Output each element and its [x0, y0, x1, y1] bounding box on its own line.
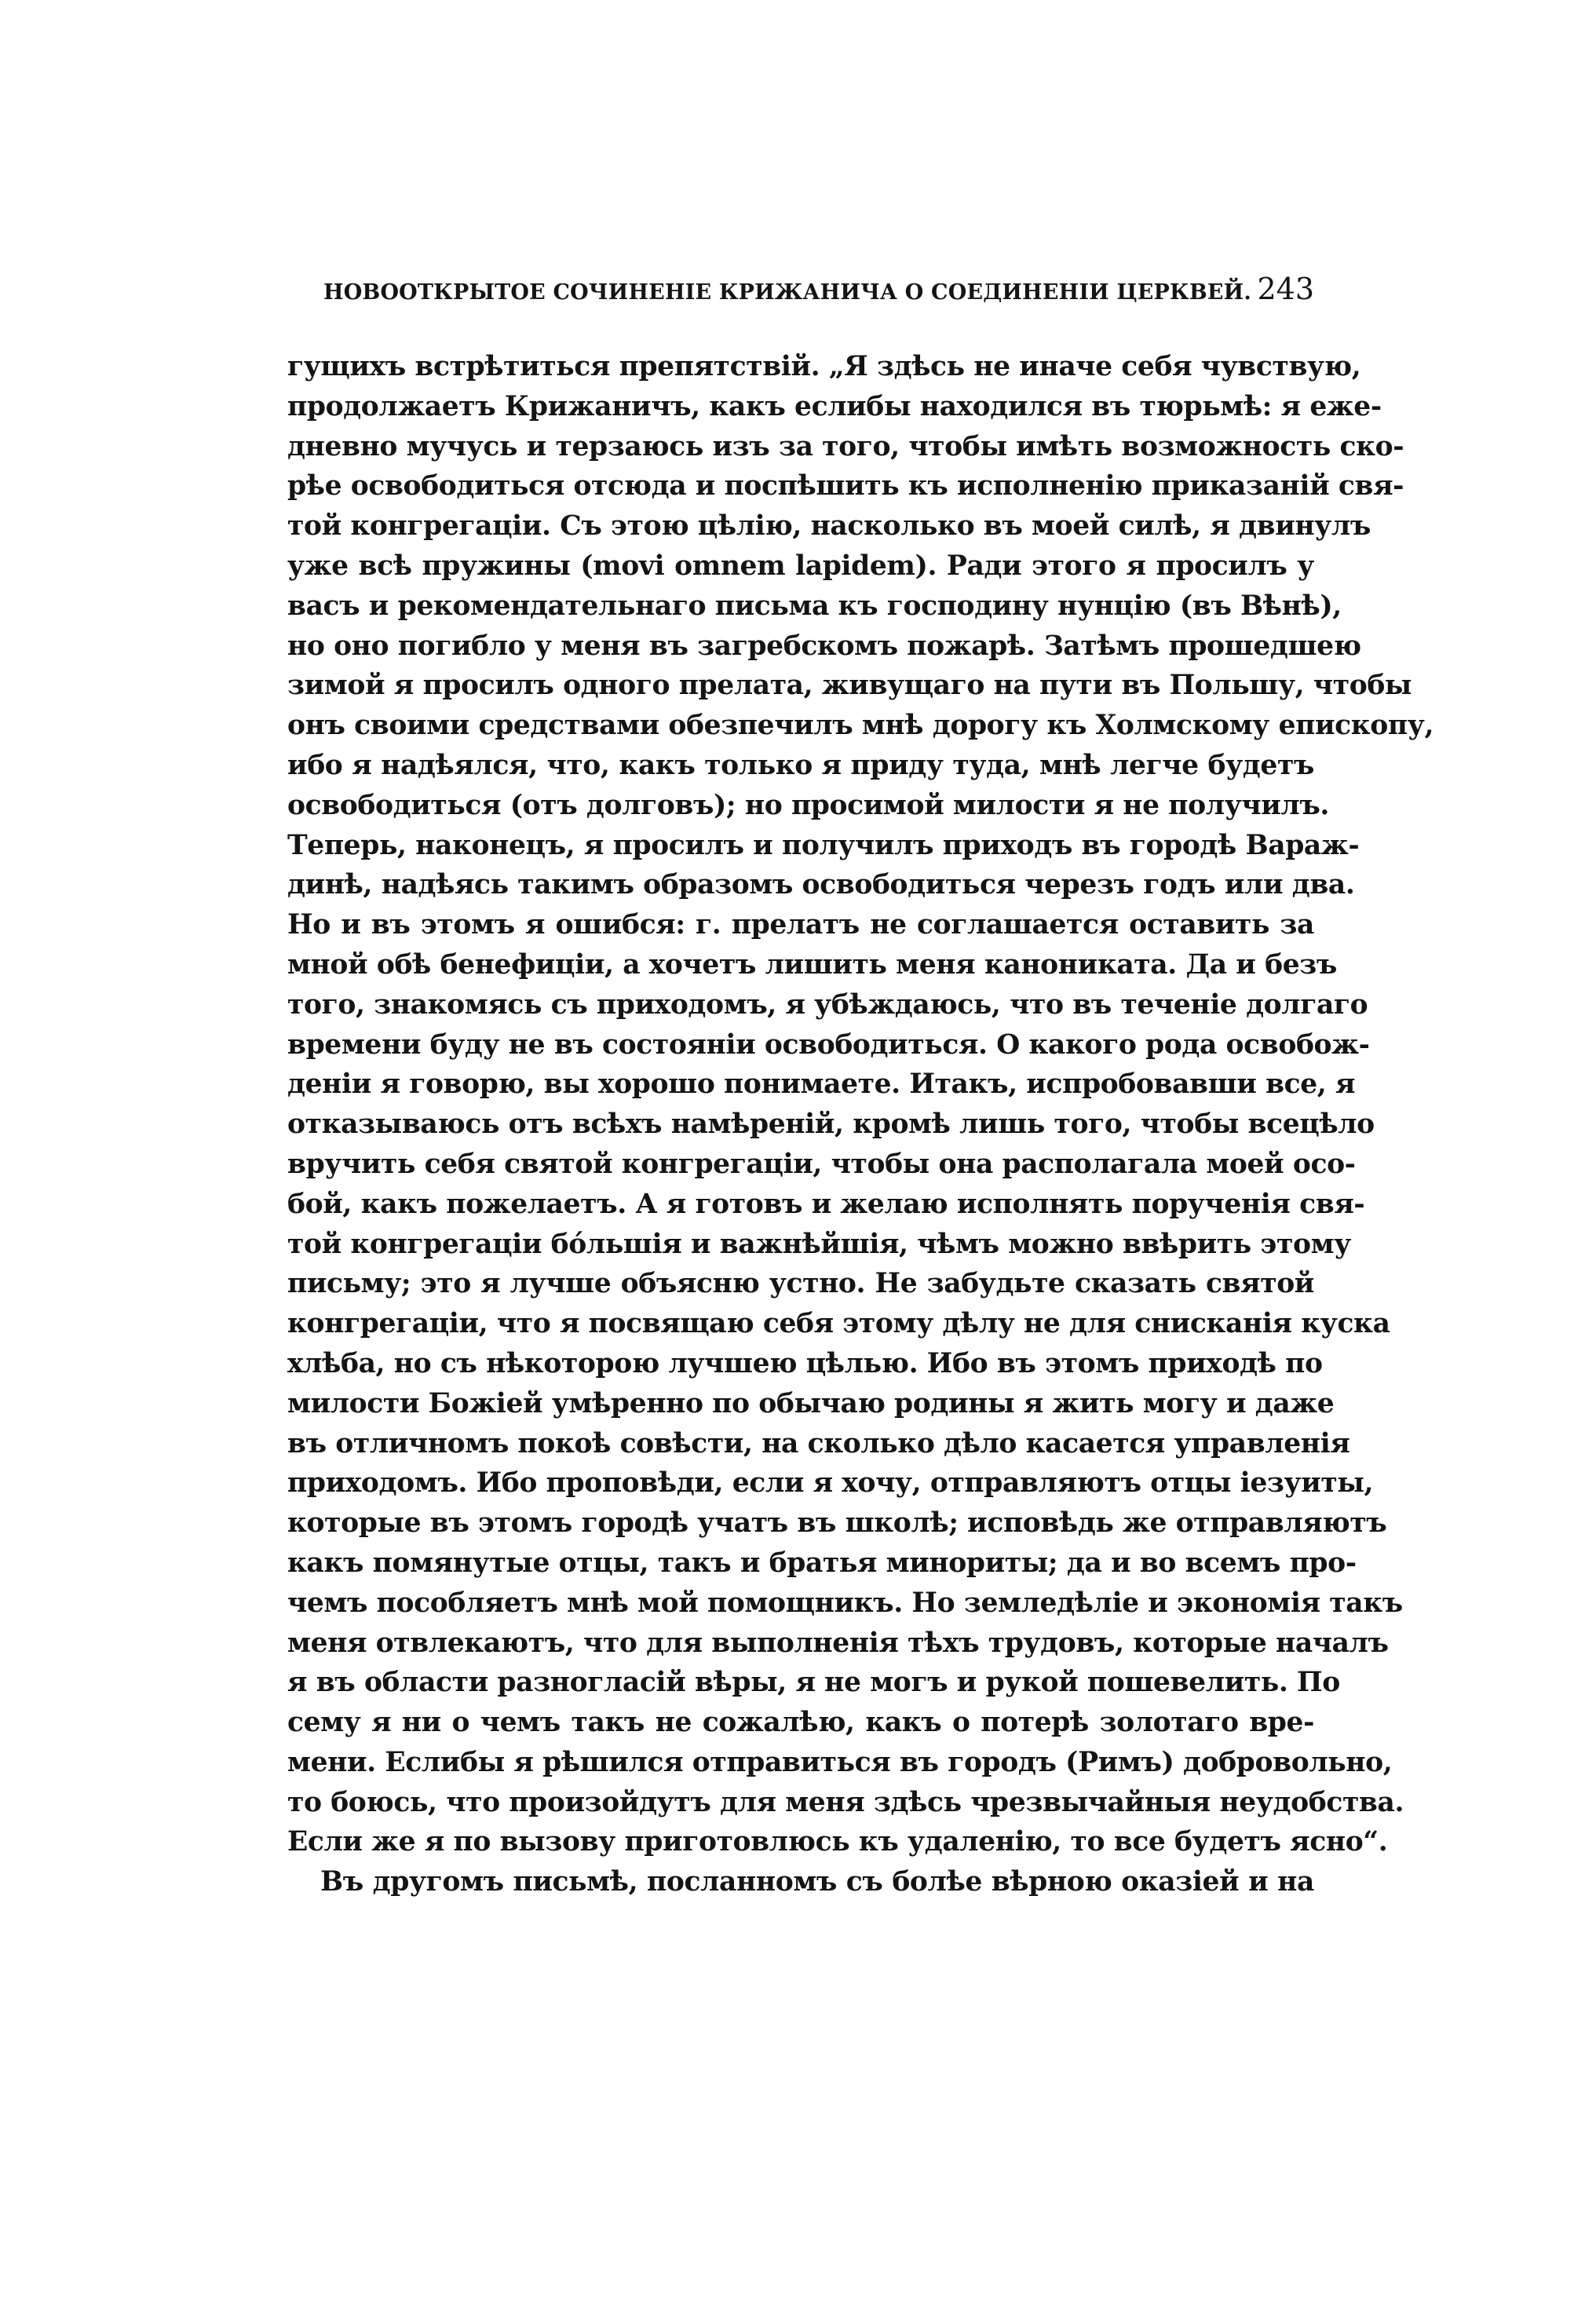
text-line: того, знакомясь съ приходомъ, я убѣждаюсь, что въ теченіе долгаго — [287, 988, 1368, 1021]
text-line: рѣе освободиться отсюда и поспѣшить къ исполненію приказаній свя- — [287, 470, 1404, 502]
text-line: хлѣба, но съ нѣкоторою лучшею цѣлью. Ибо въ этомъ приходѣ по — [287, 1347, 1323, 1379]
running-title: НОВООТКРЫТОЕ СОЧИНЕНІЕ КРИЖАНИЧА О СОЕДИНЕНІИ ЦЕРКВЕЙ. — [323, 280, 1251, 305]
text-line: васъ и рекомендательнаго письма къ господину нунцію (въ Вѣнѣ), — [287, 590, 1342, 622]
text-line: въ отличномъ покоѣ совѣсти, на сколько дѣло касается управленія — [287, 1427, 1350, 1459]
paragraph-start-line: Въ другомъ письмѣ, посланномъ съ болѣе вѣрною оказіей и на — [320, 1866, 1314, 1898]
text-line: динѣ, надѣясь такимъ образомъ освободиться черезъ годъ или два. — [287, 869, 1355, 901]
text-line: письму; это я лучше объясню устно. Не забудьте сказать святой — [287, 1268, 1314, 1300]
text-line: бой, какъ пожелаетъ. А я готовъ и желаю исполнять порученія свя- — [287, 1188, 1365, 1220]
text-line: вручить себя святой конгрегаціи, чтобы она располагала моей осо- — [287, 1148, 1356, 1180]
text-line: я въ области разногласій вѣры, я не могъ и рукой пошевелить. По — [287, 1667, 1340, 1699]
text-line: уже всѣ пружины (movi omnem lapidem). Ради этого я просилъ у — [287, 550, 1314, 582]
text-line: приходомъ. Ибо проповѣди, если я хочу, отправляютъ отцы іезуиты, — [287, 1467, 1374, 1500]
page-number: 243 — [1257, 272, 1314, 306]
running-head — [323, 272, 1314, 319]
text-line: той конгрегаціи. Съ этою цѣлію, насколько въ моей силѣ, я двинулъ — [287, 510, 1371, 542]
text-line: продолжаетъ Крижаничъ, какъ еслибы находился въ тюрьмѣ: я еже- — [287, 390, 1382, 422]
text-line: конгрегаціи, что я посвящаю себя этому дѣлу не для снисканія куска — [287, 1308, 1390, 1340]
text-line: дневно мучусь и терзаюсь изъ за того, чтобы имѣть возможность ско- — [287, 430, 1404, 462]
text-line: той конгрегаціи бóльшія и важнѣйшія, чѣмъ можно ввѣрить этому — [287, 1228, 1351, 1260]
text-line: сему я ни о чемъ такъ не сожалѣю, какъ о потерѣ золотаго вре- — [287, 1707, 1314, 1739]
text-line: онъ своими средствами обезпечилъ мнѣ дорогу къ Холмскому епископу, — [287, 710, 1434, 742]
text-line: Теперь, наконецъ, я просилъ и получилъ приходъ въ городѣ Варaж- — [287, 829, 1360, 861]
text-line: мени. Еслибы я рѣшился отправиться въ городъ (Римъ) добровольно, — [287, 1746, 1393, 1778]
text-line: чемъ пособляетъ мнѣ мой помощникъ. Но земледѣліе и экономія такъ — [287, 1587, 1403, 1619]
text-line: времени буду не въ состояніи освободиться. О какого рода освобож- — [287, 1028, 1370, 1061]
text-line: меня отвлекаютъ, что для выполненія тѣхъ трудовъ, которые началъ — [287, 1627, 1389, 1659]
text-line: отказываюсь отъ всѣхъ намѣреній, кромѣ лишь того, чтобы всецѣло — [287, 1109, 1375, 1141]
text-line: мной обѣ бенефиціи, а хочетъ лишить меня каноникaта. Да и безъ — [287, 948, 1337, 981]
text-line: Если же я по вызову приготовлюсь къ удаленію, то все будетъ ясно“. — [287, 1826, 1388, 1858]
text-line: зимой я просилъ одного прелата, живущаго на пути въ Польшу, чтобы — [287, 670, 1412, 702]
text-line: Но и въ этомъ я ошибся: г. прелатъ не соглашается оставить за — [287, 909, 1314, 941]
body-text — [287, 347, 1434, 1902]
text-line: но оно погибло у меня въ загребскомъ пожарѣ. Затѣмъ прошедшею — [287, 630, 1361, 662]
text-line: которые въ этомъ городѣ учатъ въ школѣ; исповѣдь же отправляютъ — [287, 1507, 1387, 1540]
text-line: освободиться (отъ долговъ); но просимой милости я не получилъ. — [287, 789, 1330, 821]
text-line: какъ помянутые отцы, такъ и братья минориты; да и во всемъ про- — [287, 1547, 1357, 1579]
text-line: милости Божіей умѣренно по обычаю родины я жить могу и даже — [287, 1387, 1335, 1419]
text-line: то боюсь, что произойдутъ для меня здѣсь чрезвычайныя неудобства. — [287, 1786, 1404, 1818]
text-line: ибо я надѣялся, что, какъ только я приду туда, мнѣ легче будетъ — [287, 749, 1314, 781]
text-line: гущихъ встрѣтиться препятствій. „Я здѣсь не иначе себя чувствую, — [287, 351, 1361, 382]
text-line: деніи я говорю, вы хорошо понимаете. Итакъ, испробовавши все, я — [287, 1069, 1356, 1101]
